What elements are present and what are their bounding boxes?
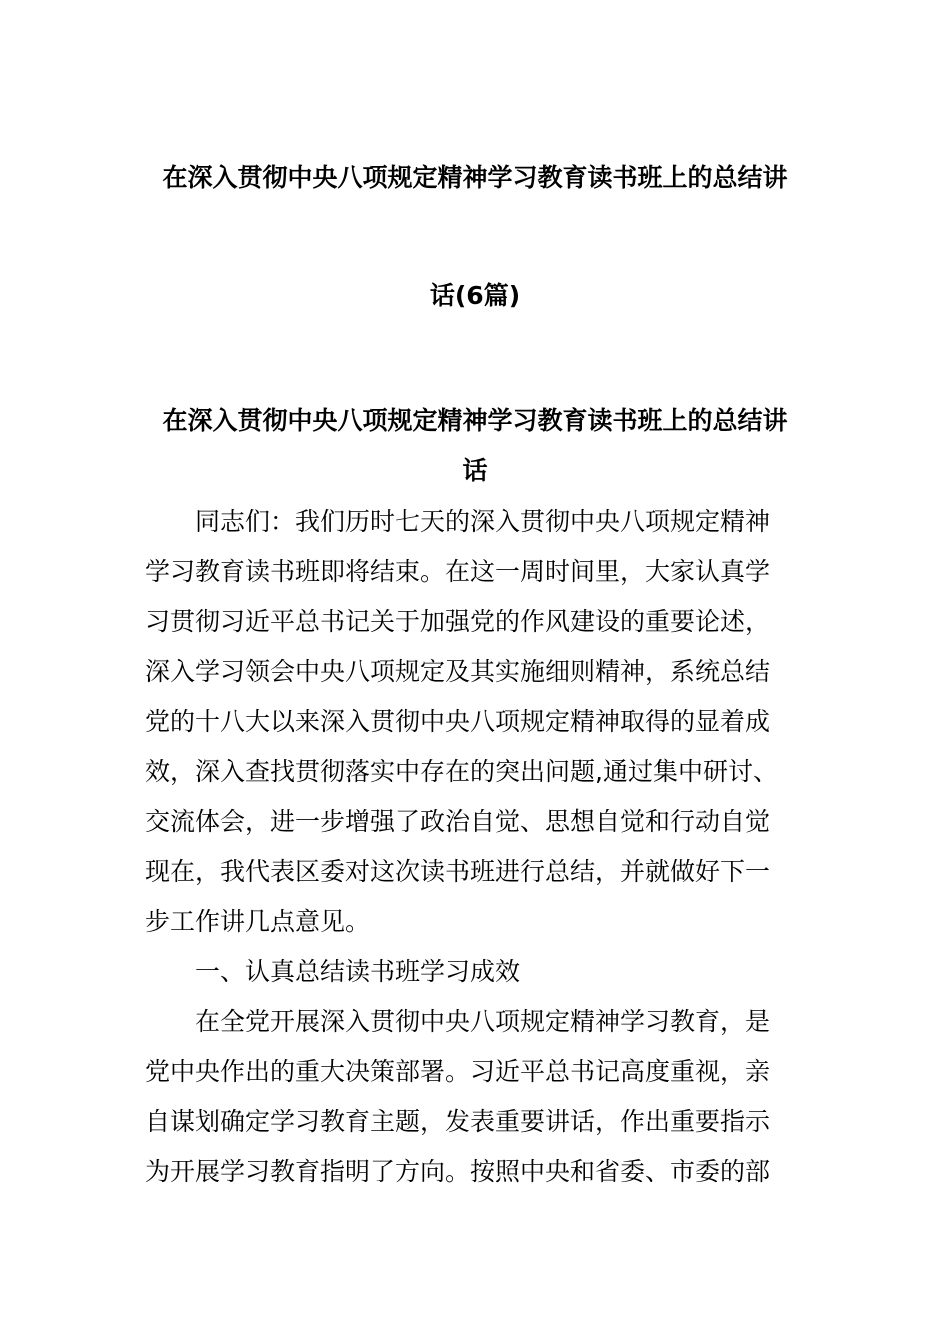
paragraph-line: 交流体会，进一步增强了政治自觉、思想自觉和行动自觉 — [145, 807, 771, 836]
paragraph-line: 步工作讲几点意见。 — [145, 907, 371, 936]
paragraph-line: 一、认真总结读书班学习成效 — [195, 957, 521, 986]
paragraph-body — [145, 997, 810, 1197]
paragraph-line: 现在，我代表区委对这次读书班进行总结，并就做好下一 — [145, 857, 771, 886]
section-heading-1 — [195, 947, 810, 997]
main-title-line-1: 在深入贯彻中央八项规定精神学习教育读书班上的总结讲 — [162, 163, 788, 192]
paragraph-line: 自谋划确定学习教育主题，发表重要讲话，作出重要指示 — [145, 1107, 771, 1136]
section-title-line-2: 话 — [462, 456, 488, 485]
paragraph-intro — [145, 497, 810, 947]
main-title-line-2: 话(6篇) — [429, 281, 521, 310]
paragraph-line: 在全党开展深入贯彻中央八项规定精神学习教育，是 — [195, 1007, 771, 1036]
paragraph-line: 深入学习领会中央八项规定及其实施细则精神，系统总结 — [145, 657, 771, 686]
section-title-line-1: 在深入贯彻中央八项规定精神学习教育读书班上的总结讲 — [162, 406, 788, 435]
paragraph-line: 效，深入查找贯彻落实中存在的突出问题,通过集中研讨、 — [145, 757, 778, 786]
paragraph-line: 党中央作出的重大决策部署。习近平总书记高度重视，亲 — [145, 1057, 771, 1086]
paragraph-line: 学习教育读书班即将结束。在这一周时间里，大家认真学 — [145, 557, 771, 586]
paragraph-line: 为开展学习教育指明了方向。按照中央和省委、市委的部 — [145, 1157, 771, 1186]
paragraph-line: 同志们：我们历时七天的深入贯彻中央八项规定精神 — [195, 507, 771, 536]
paragraph-line: 党的十八大以来深入贯彻中央八项规定精神取得的显着成 — [145, 707, 771, 736]
paragraph-line: 习贯彻习近平总书记关于加强党的作风建设的重要论述， — [145, 607, 771, 636]
